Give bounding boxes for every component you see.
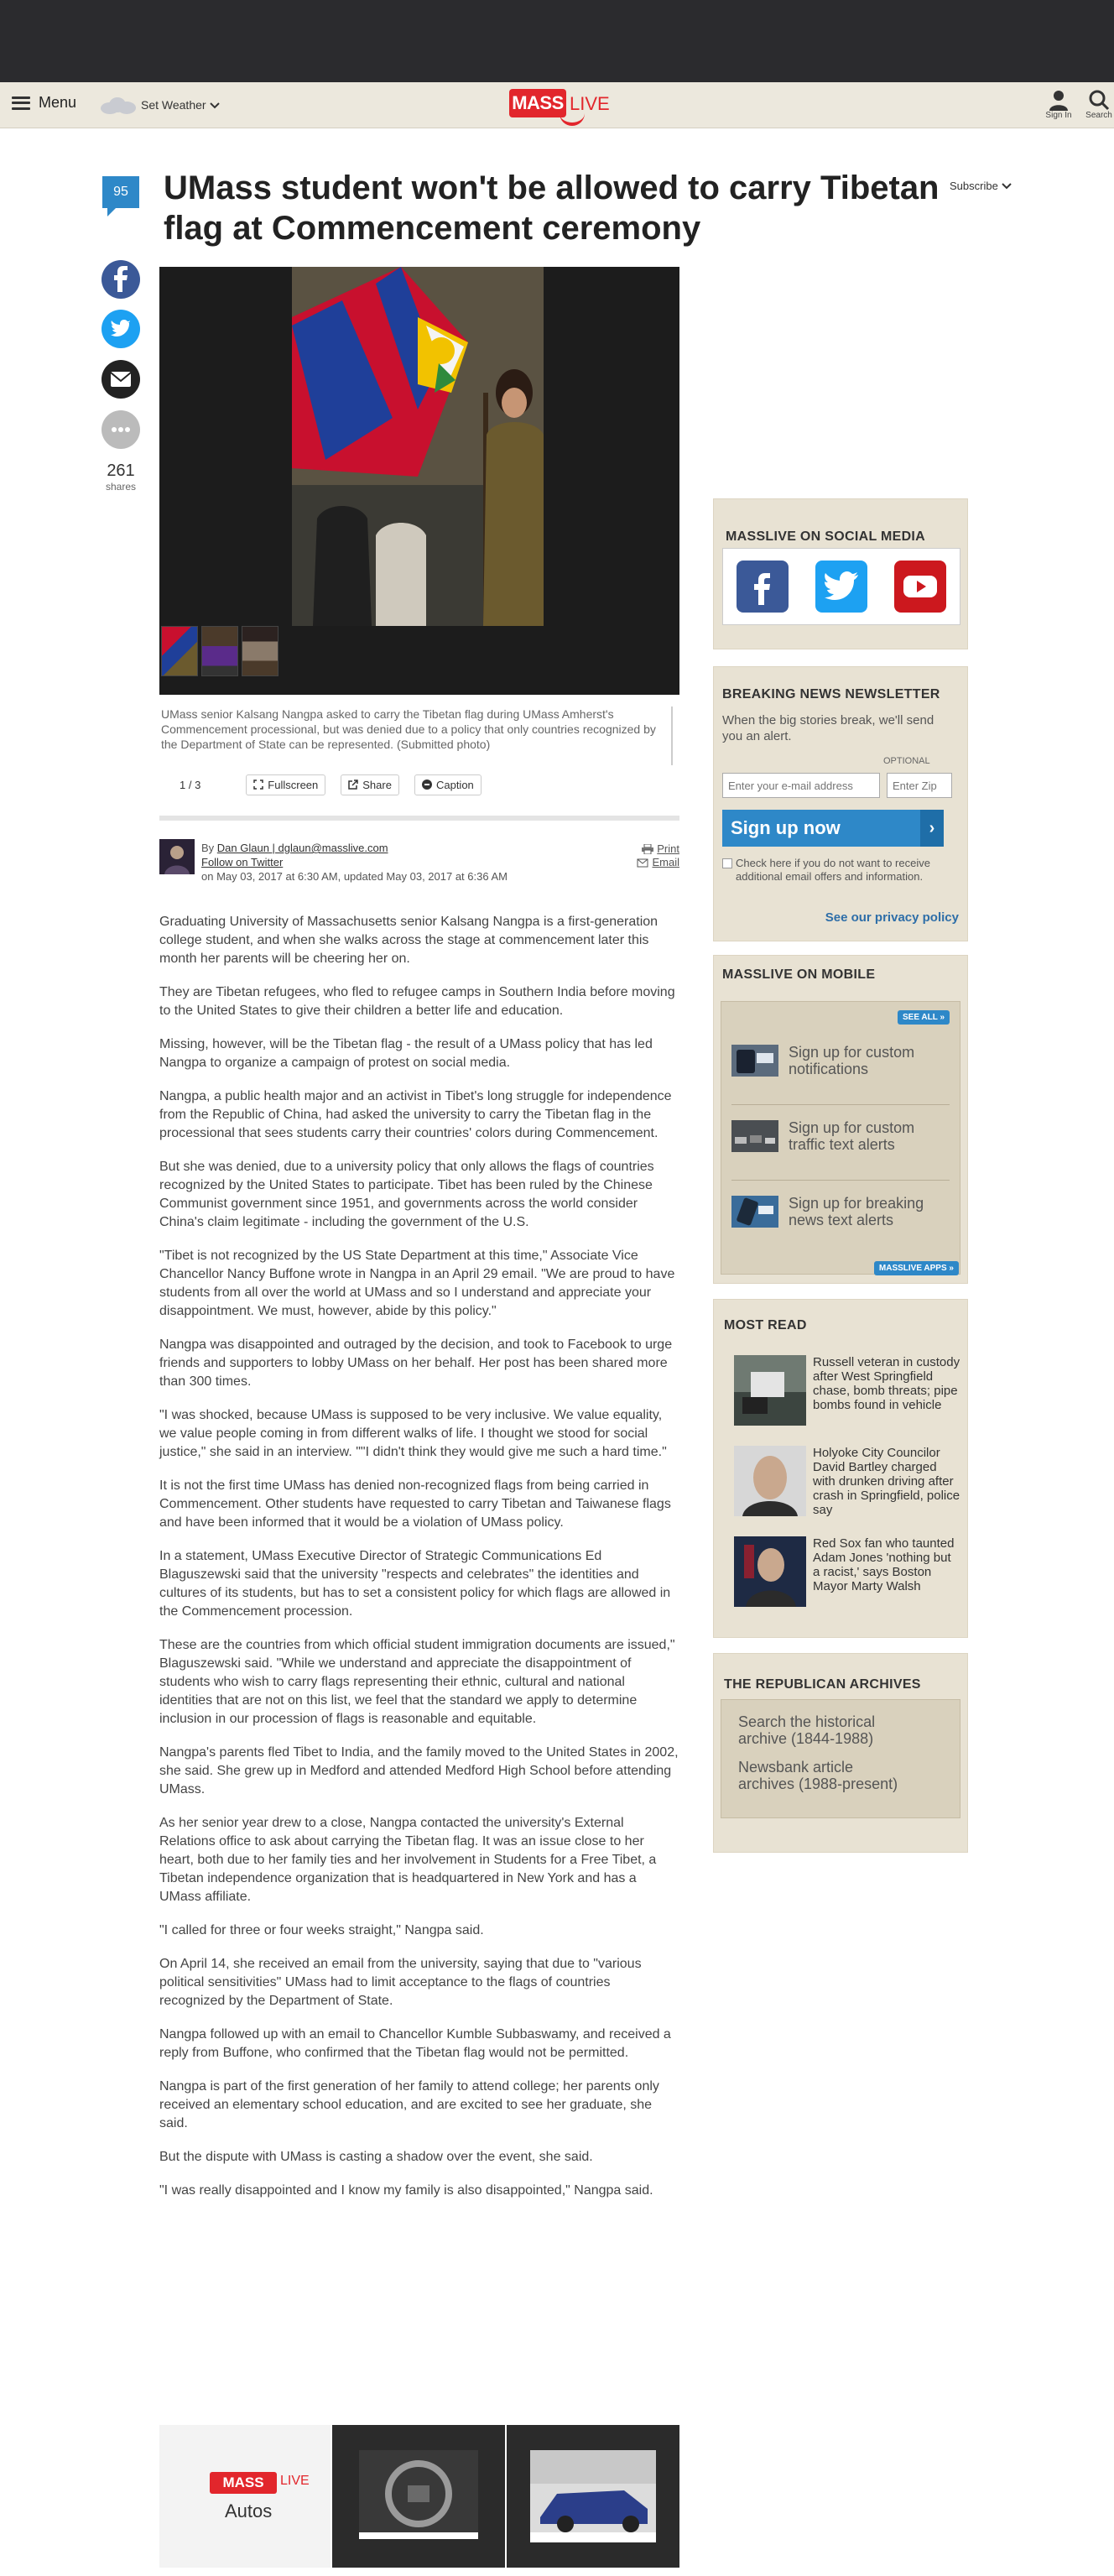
byline-text	[201, 841, 508, 884]
chevron-right-icon: ›	[920, 810, 944, 847]
article-paragraph: They are Tibetan refugees, who fled to refugee camps in Southern India before moving to the United States to give their children a better life and education.	[159, 985, 675, 1018]
article-paragraph: Graduating University of Massachusetts senior Kalsang Nangpa is a first-generation college student, and when she walks across the stage at commencement later this month her parents will be cheering her on.	[159, 915, 659, 966]
article-paragraph: Nangpa's parents fled Tibet to India, and the family moved to the United States in 2002, she said. She grew up in Medford and attended Medford High School before attending UMass.	[159, 1745, 679, 1796]
signup-label: Sign up now	[731, 817, 841, 838]
share-count-label: shares	[105, 481, 137, 493]
email-link[interactable]	[637, 856, 679, 869]
mayor-speaking-thumbnail	[734, 1536, 806, 1607]
autos-logo-live: LIVE	[280, 2474, 310, 2488]
most-read-title: MOST READ	[724, 1318, 807, 1332]
by-label: By	[201, 842, 215, 854]
byline	[159, 839, 679, 889]
gallery-thumbnail[interactable]	[242, 626, 278, 676]
article-paragraph: Nangpa followed up with an email to Chancellor Kumble Subbaswamy, and received a reply from Buffone, who confirmed that the Tibetan flag would not be permitted.	[159, 2027, 671, 2060]
privacy-policy-link[interactable]: See our privacy policy	[825, 910, 959, 925]
mobile-title: MASSLIVE ON MOBILE	[722, 967, 876, 982]
email-share-button[interactable]	[102, 360, 140, 399]
notifications-signup[interactable]	[731, 1027, 950, 1094]
most-read-headline: Holyoke City Councilor David Bartley charged with drunken driving after crash in Springfield, police say	[813, 1446, 960, 1517]
subscribe-label: Subscribe	[950, 180, 998, 192]
comment-count: 95	[113, 185, 128, 199]
email-icon	[102, 360, 140, 399]
article-paragraph: Nangpa was disappointed and outraged by the decision, and took to Facebook to urge friends and supporters to lobby UMass on her behalf. Her post has been shared more than 300 times.	[159, 1338, 673, 1389]
traffic-alerts-signup[interactable]	[731, 1103, 950, 1170]
article-paragraph: It is not the first time UMass has denied non-recognized flags from being carried in Commencement. Other students have requested to carry Tibetan and Taiwanese flags and have been informed that it would be a violation of UMass policy.	[159, 1478, 671, 1530]
follow-twitter-link[interactable]: Follow on Twitter	[201, 856, 284, 868]
mobile-item-label: Sign up for custom traffic text alerts	[789, 1119, 915, 1153]
search-label: Search	[1085, 111, 1112, 120]
expand-icon	[253, 780, 263, 790]
article-paragraph: In a statement, UMass Executive Director of Strategic Communications Ed Blaguszewski said that the university "respects and celebrates" the identities and cultures of its students, but has to set a consistent policy for which flags are allowed in the Commencement procession.	[159, 1549, 671, 1619]
hamburger-icon	[12, 96, 30, 110]
masslive-apps-button[interactable]: MASSLIVE APPS »	[874, 1261, 959, 1275]
share-count	[94, 461, 148, 493]
fullscreen-label: Fullscreen	[268, 778, 319, 791]
checkbox-box[interactable]	[722, 858, 732, 868]
see-all-button[interactable]: SEE ALL »	[898, 1010, 950, 1025]
article-paragraph: Nangpa is part of the first generation of her family to attend college; her parents only received an elementary school education, and are excited to see her graduate, she said.	[159, 2079, 659, 2130]
print-label: Print	[657, 842, 679, 855]
weather-widget[interactable]	[99, 94, 220, 116]
mobile-widget	[713, 955, 968, 1284]
traffic-icon	[731, 1120, 778, 1152]
gallery-counter: 1 / 3	[180, 778, 201, 791]
printer-icon	[642, 844, 653, 854]
fullscreen-button[interactable]	[246, 774, 325, 795]
forward-email-icon	[637, 858, 648, 868]
mobile-item-label: Sign up for breaking news text alerts	[789, 1195, 924, 1228]
email-input[interactable]	[722, 773, 880, 798]
opt-out-checkbox[interactable]	[722, 857, 952, 884]
autos-label: Autos	[225, 2500, 273, 2521]
menu-button[interactable]	[12, 94, 76, 112]
police-scene-thumbnail	[734, 1355, 806, 1426]
divider	[159, 816, 679, 821]
autos-ad-steering-wheel[interactable]	[332, 2425, 505, 2568]
user-icon	[1042, 89, 1075, 111]
mobile-signup-list	[721, 1001, 960, 1275]
most-read-item[interactable]	[734, 1446, 960, 1517]
breaking-news-icon	[731, 1196, 778, 1228]
article-body	[159, 913, 679, 2215]
article-paragraph: Nangpa, a public health major and an activist in Tibet's long struggle for independence from the Republic of China, had asked the university to carry the Tibetan flag in the processional that sees students carry their countries' colors during Commencement.	[159, 1089, 672, 1140]
publish-dates: on May 03, 2017 at 6:30 AM, updated May 03, 2017 at 6:36 AM	[201, 870, 508, 883]
newsletter-widget	[713, 666, 968, 941]
logo-live: LIVE	[570, 93, 610, 114]
most-read-item[interactable]	[734, 1536, 960, 1607]
article-headline: UMass student won't be allowed to carry Tibetan flag at Commencement ceremony	[164, 169, 940, 247]
article-paragraph: "I was really disappointed and I know my family is also disappointed," Nangpa said.	[159, 2183, 653, 2198]
archives-links	[721, 1699, 960, 1818]
email-label: Email	[652, 856, 679, 868]
caption-toggle-label: Caption	[435, 778, 474, 791]
steering-wheel-image	[332, 2425, 505, 2568]
gallery-share-button[interactable]	[341, 774, 399, 795]
search-icon	[1082, 89, 1114, 111]
more-icon	[102, 410, 140, 449]
mobile-item-label: Sign up for custom notifications	[789, 1044, 915, 1077]
author-avatar	[159, 839, 195, 874]
twitter-icon	[102, 310, 140, 348]
article-paragraph: But the dispute with UMass is casting a shadow over the event, she said.	[159, 2150, 593, 2164]
photo-gallery[interactable]	[159, 267, 679, 695]
article-paragraph: But she was denied, due to a university policy that only allows the flags of countries recognized by the United States to participate. Tibet has been ruled by the Chinese Communist government since 1951, and governments across the world consider China's claim legitimate - including the government of the U.S.	[159, 1160, 654, 1229]
share-icon	[348, 780, 358, 790]
gallery-main-photo[interactable]	[292, 267, 544, 626]
tibetan-flag-photo	[292, 267, 544, 626]
autos-ad-car[interactable]	[507, 2425, 679, 2568]
menu-label: Menu	[39, 94, 77, 111]
search-button[interactable]	[1082, 89, 1114, 120]
chevron-down-icon	[210, 98, 220, 112]
masslive-logo[interactable]	[509, 87, 612, 124]
article-paragraph: On April 14, she received an email from the university, saying that due to "various political sensitivities" UMass had to limit acceptance to the flags of countries recognized by the Department of State.	[159, 1957, 642, 2008]
more-share-button[interactable]	[102, 410, 140, 449]
facebook-icon	[102, 260, 140, 299]
print-link[interactable]	[637, 842, 679, 856]
autos-logo-tile[interactable]	[159, 2425, 331, 2568]
comment-count-badge[interactable]	[102, 176, 139, 208]
most-read-item[interactable]	[734, 1355, 960, 1426]
historical-archive-link[interactable]: Search the historical archive (1844-1988)	[738, 1713, 876, 1747]
top-ad-bar	[0, 0, 1114, 82]
optional-label: OPTIONAL	[883, 756, 930, 766]
article-paragraph: As her senior year drew to a close, Nangpa contacted the university's External Relations office to ask about carrying the Tibetan flag. It was an issue close to her heart, both due to her family ties and her involvement in Students for a Free Tibet, a Tibetan independence organization that is headquartered in New York and has a UMass affiliate.	[159, 1816, 657, 1904]
minus-circle-icon	[422, 780, 432, 790]
newsletter-text: When the big stories break, we'll send you an alert.	[722, 713, 934, 743]
social-title: MASSLIVE ON SOCIAL MEDIA	[726, 529, 926, 544]
phone-notification-icon	[731, 1045, 778, 1077]
most-read-headline: Russell veteran in custody after West Springfield chase, bomb threats; pipe bombs found in vehicle	[813, 1355, 960, 1412]
zip-input[interactable]	[887, 773, 952, 798]
autos-promo	[159, 2425, 679, 2568]
cloud-icon	[99, 94, 138, 116]
gallery-thumbnails	[161, 626, 278, 676]
councilor-portrait-thumbnail	[734, 1446, 806, 1516]
facebook-share-button[interactable]	[102, 260, 140, 299]
caption-toggle-button[interactable]	[414, 774, 482, 795]
weather-label: Set Weather	[141, 98, 206, 112]
archives-widget	[713, 1653, 968, 1853]
most-read-widget	[713, 1299, 968, 1638]
caption-scrollbar[interactable]	[671, 707, 673, 765]
gallery-share-label: Share	[362, 778, 392, 791]
newsletter-title: BREAKING NEWS NEWSLETTER	[722, 687, 940, 701]
article-paragraph: These are the countries from which official student immigration documents are issued," Blaguszewski said. "While we understand and appreciate the disappointment of students who wish to carry flags representing their ethnic, cultural and national identities that are not on this list, we feel that the standard we apply to determine inclusion in our procession of flags is reasonable and equitable.	[159, 1638, 675, 1726]
chevron-down-icon	[1002, 180, 1012, 192]
sign-in-button[interactable]	[1042, 89, 1075, 120]
gallery-thumbnail[interactable]	[201, 626, 238, 676]
autos-logo-mass: MASS	[210, 2472, 277, 2494]
share-count-number: 261	[107, 461, 135, 480]
twitter-share-button[interactable]	[102, 310, 140, 348]
article-paragraph: "I was shocked, because UMass is supposed to be very inclusive. We value equality, we value people coming in from different walks of life. I thought we stood for social justice," she said in an interview. ""I didn't think they would give me such a hard time."	[159, 1408, 667, 1459]
facebook-icon[interactable]	[737, 561, 789, 613]
breaking-news-signup[interactable]	[731, 1178, 950, 1245]
most-read-headline: Red Sox fan who taunted Adam Jones 'nothing but a racist,' says Boston Mayor Marty Walsh	[813, 1536, 955, 1593]
twitter-icon[interactable]	[815, 561, 867, 613]
opt-out-label: Check here if you do not want to receive additional email offers and information.	[736, 857, 930, 883]
youtube-icon[interactable]	[894, 561, 946, 613]
sign-in-label: Sign In	[1045, 111, 1072, 120]
author-link[interactable]: Dan Glaun | dglaun@masslive.com	[216, 842, 388, 854]
article-paragraph: "Tibet is not recognized by the US State Department at this time," Associate Vice Chancellor Nancy Buffone wrote in Nangpa in an April 29 email. "We are proud to have students from all over the world at UMass and so I understand and appreciate your disappointment. We must, however, abide by this policy."	[159, 1249, 675, 1318]
article-tools	[637, 842, 679, 869]
newsbank-archive-link[interactable]: Newsbank article archives (1988-present)	[738, 1759, 898, 1792]
archives-title: THE REPUBLICAN ARCHIVES	[724, 1677, 921, 1692]
gallery-thumbnail[interactable]	[161, 626, 198, 676]
article-paragraph: "I called for three or four weeks straight," Nangpa said.	[159, 1923, 484, 1937]
social-icons	[722, 548, 960, 625]
car-image	[507, 2425, 679, 2568]
signup-button[interactable]	[722, 810, 944, 847]
photo-caption: UMass senior Kalsang Nangpa asked to carry the Tibetan flag during UMass Amherst's Commencement processional, but was denied due to a policy that only countries recognized by the Department of State can be represented. (Submitted photo)	[161, 707, 656, 751]
logo-mass: MASS	[509, 89, 566, 117]
logo-swoosh	[560, 107, 585, 126]
social-media-widget	[713, 498, 968, 649]
gallery-controls	[159, 772, 497, 797]
article-paragraph: Missing, however, will be the Tibetan flag - the result of a UMass policy that has led Nangpa to organize a campaign of protest on social media.	[159, 1037, 653, 1070]
